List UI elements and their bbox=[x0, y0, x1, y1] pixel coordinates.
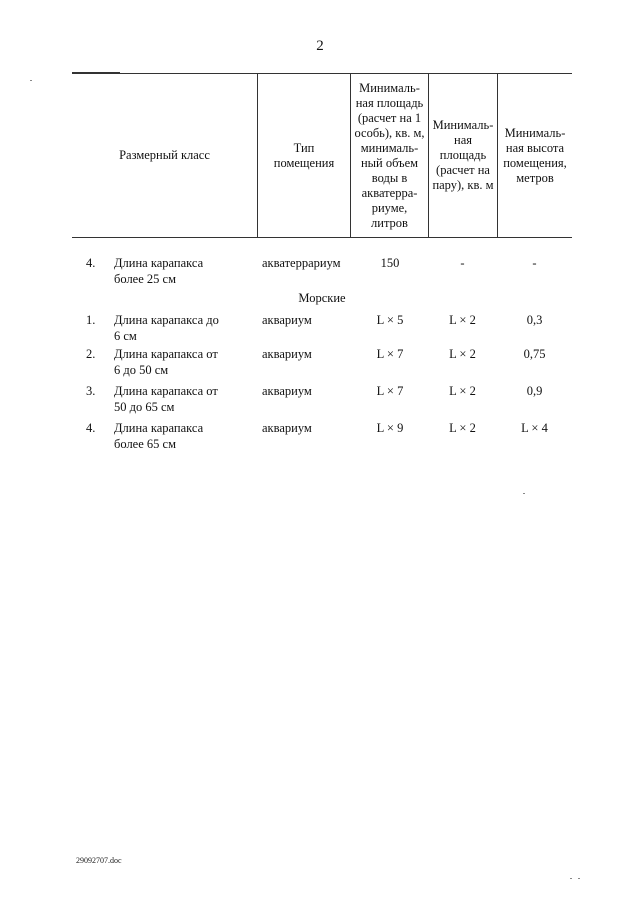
table-header-bottom-rule bbox=[72, 237, 572, 238]
row-area-pair: - bbox=[460, 256, 465, 270]
row-area-single: L × 9 bbox=[376, 421, 404, 435]
row-height: 0,75 bbox=[523, 347, 546, 361]
section-label-marine: Морские bbox=[298, 291, 346, 305]
row-area-single: L × 5 bbox=[376, 313, 404, 327]
scan-speck bbox=[523, 493, 525, 494]
row-size-class: Длина карапакса от 6 до 50 см bbox=[114, 347, 218, 377]
row-height: L × 4 bbox=[521, 421, 548, 435]
scan-speck bbox=[578, 878, 580, 879]
row-area-pair: L × 2 bbox=[449, 384, 476, 398]
header-min-height: Минималь-ная высота помещения, метров bbox=[503, 125, 567, 185]
row-number: 3. bbox=[86, 384, 96, 398]
row-number: 4. bbox=[86, 256, 96, 270]
header-min-area-single: Минималь-ная площадь (расчет на 1 особь), кв. м, минималь-ный объем воды в акватерра-риуме, литров bbox=[354, 80, 425, 230]
row-area-single: 150 bbox=[380, 256, 400, 270]
row-room-type: аквариум bbox=[262, 313, 312, 327]
row-size-class: Длина карапакса от 50 до 65 см bbox=[114, 384, 218, 414]
row-room-type: аквариум bbox=[262, 347, 312, 361]
row-size-class: Длина карапакса до 6 см bbox=[114, 313, 219, 343]
header-size-class: Размерный класс bbox=[119, 148, 210, 162]
header-min-area-pair: Минималь-ная площадь (расчет на пару), кв. м bbox=[432, 118, 494, 192]
row-area-single: L × 7 bbox=[376, 347, 404, 361]
row-area-pair: L × 2 bbox=[449, 421, 476, 435]
row-number: 4. bbox=[86, 421, 96, 435]
row-size-class: Длина карапакса более 25 см bbox=[114, 256, 204, 286]
row-room-type: аквариум bbox=[262, 421, 312, 435]
scan-speck bbox=[570, 878, 572, 879]
row-height: - bbox=[532, 256, 537, 270]
row-number: 2. bbox=[86, 347, 96, 361]
row-size-class: Длина карапакса более 65 см bbox=[114, 421, 204, 451]
row-height: 0,3 bbox=[526, 313, 543, 327]
row-height: 0,9 bbox=[526, 384, 543, 398]
row-area-pair: L × 2 bbox=[449, 313, 476, 327]
row-room-type: акватеррариум bbox=[262, 256, 341, 270]
scan-speck bbox=[30, 80, 32, 81]
row-room-type: аквариум bbox=[262, 384, 312, 398]
row-area-single: L × 7 bbox=[376, 384, 404, 398]
page-number: 2 bbox=[316, 38, 324, 54]
header-room-type: Тип помещения bbox=[273, 140, 335, 170]
row-area-pair: L × 2 bbox=[449, 347, 476, 361]
footer-document-code: 29092707.doc bbox=[76, 856, 122, 865]
row-number: 1. bbox=[86, 313, 96, 327]
